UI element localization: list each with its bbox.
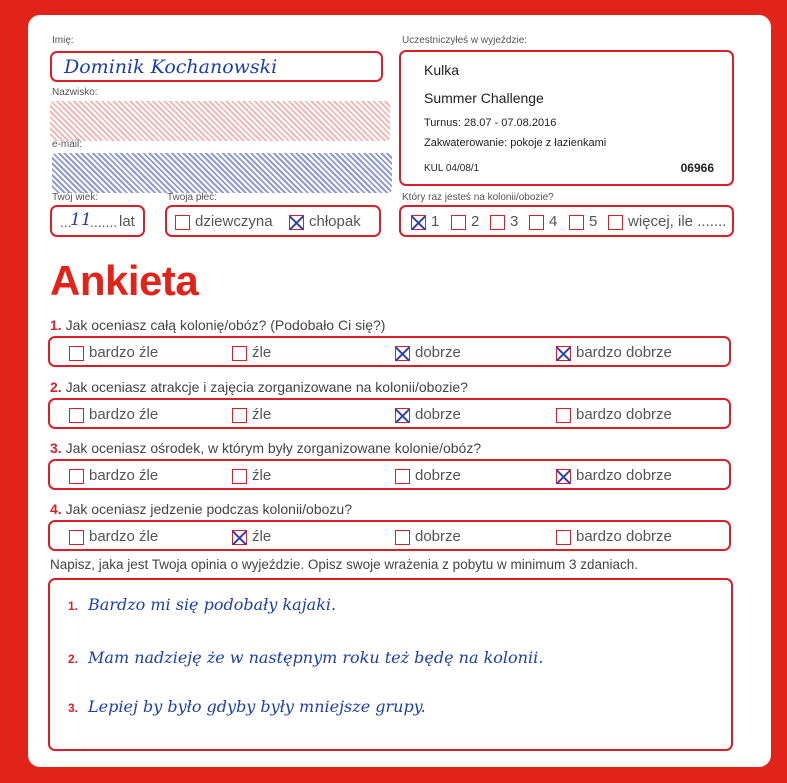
name-field[interactable] <box>50 51 383 82</box>
rating-option[interactable] <box>232 528 271 545</box>
gender-field <box>165 205 381 237</box>
checkbox-checked[interactable] <box>556 469 571 484</box>
rating-option-label: bardzo dobrze <box>576 406 672 423</box>
rating-option-label: bardzo dobrze <box>576 528 672 545</box>
rating-option-label: dobrze <box>415 406 461 423</box>
rating-option[interactable] <box>69 406 158 423</box>
checkbox[interactable] <box>232 469 247 484</box>
camp-number: 06966 <box>680 161 714 175</box>
email-redacted <box>52 153 392 193</box>
answer-line-2: 2. Mam nadzieję że w następnym roku też będę na kolonii. <box>68 648 544 667</box>
rating-option-label: źle <box>252 406 272 423</box>
rating-option-label: dobrze <box>415 528 461 545</box>
age-field[interactable]: ... 11 ....... lat <box>50 205 145 237</box>
camp-info-box <box>399 50 734 186</box>
rating-option-label: źle <box>252 344 272 361</box>
gender-option-boy[interactable]: chłopak <box>289 213 361 230</box>
checkbox[interactable] <box>395 469 410 484</box>
question-number: 1. <box>50 317 62 333</box>
question-2-options <box>48 398 731 429</box>
opinion-prompt: Napisz, jaka jest Twoja opinia o wyjeździe. Opisz swoje wrażenia z pobytu w minimum 3 zdaniach. <box>50 557 639 572</box>
turnus-line <box>424 117 556 129</box>
times-option-4[interactable]: 4 <box>529 213 557 230</box>
age-value: 11 <box>70 210 92 230</box>
accommodation-label: Zakwaterowanie: <box>424 137 508 149</box>
rating-option-label: bardzo dobrze <box>576 467 672 484</box>
rating-option[interactable] <box>232 467 271 484</box>
answer-line-3: 3. Lepiej by było gdyby były mniejsze grupy. <box>68 697 426 716</box>
times-option-more[interactable]: więcej, ile ....... <box>608 213 726 230</box>
turnus-value: 28.07 - 07.08.2016 <box>463 117 557 129</box>
age-unit: lat <box>119 213 135 230</box>
gender-option-girl[interactable]: dziewczyna <box>175 213 273 230</box>
question-4-options <box>48 520 731 551</box>
checkbox[interactable] <box>556 408 571 423</box>
survey-title: Ankieta <box>50 257 199 304</box>
question-3-options <box>48 459 731 490</box>
surname-label: Nazwisko: <box>52 87 98 98</box>
times-option-1[interactable]: 1 <box>411 213 439 230</box>
name-value: Dominik Kochanowski <box>64 56 278 78</box>
question-text: Jak oceniasz ośrodek, w którym były zorganizowane kolonie/obóz? <box>65 440 482 456</box>
rating-option-label: bardzo źle <box>89 406 159 423</box>
checkbox[interactable] <box>490 215 505 230</box>
checkbox[interactable] <box>395 530 410 545</box>
answer-line-1: 1. Bardzo mi się podobały kajaki. <box>68 595 337 614</box>
rating-option[interactable] <box>395 467 461 484</box>
rating-option[interactable] <box>395 528 461 545</box>
checkbox-checked[interactable] <box>556 346 571 361</box>
checkbox[interactable] <box>451 215 466 230</box>
checkbox[interactable] <box>529 215 544 230</box>
rating-option[interactable] <box>556 406 672 423</box>
checkbox[interactable] <box>69 346 84 361</box>
checkbox-checked[interactable] <box>232 530 247 545</box>
rating-option[interactable] <box>395 406 461 423</box>
rating-option[interactable] <box>556 344 672 361</box>
rating-option-label: źle <box>252 528 272 545</box>
checkbox[interactable] <box>69 530 84 545</box>
rating-option-label: bardzo źle <box>89 344 159 361</box>
checkbox[interactable] <box>175 215 190 230</box>
question-text: Jak oceniasz atrakcje i zajęcia zorganizowane na kolonii/obozie? <box>65 379 468 395</box>
rating-option-label: bardzo źle <box>89 528 159 545</box>
checkbox[interactable] <box>232 408 247 423</box>
rating-option[interactable] <box>556 467 672 484</box>
accommodation-line <box>424 137 606 149</box>
question-number: 3. <box>50 440 62 456</box>
rating-option[interactable] <box>232 344 271 361</box>
question-number: 4. <box>50 501 62 517</box>
checkbox[interactable] <box>69 469 84 484</box>
checkbox-checked[interactable] <box>395 408 410 423</box>
checkbox-checked[interactable] <box>411 215 426 230</box>
checkbox[interactable] <box>569 215 584 230</box>
turnus-label: Turnus: <box>424 117 461 129</box>
camp-name: Kulka <box>424 62 460 78</box>
rating-option[interactable] <box>556 528 672 545</box>
times-field <box>399 205 734 237</box>
times-label: Który raz jesteś na kolonii/obozie? <box>402 192 554 203</box>
checkbox[interactable] <box>556 530 571 545</box>
checkbox[interactable] <box>69 408 84 423</box>
question-2-label <box>50 379 468 395</box>
checkbox[interactable] <box>232 346 247 361</box>
question-4-label <box>50 501 352 517</box>
opinion-textarea[interactable] <box>48 578 733 751</box>
rating-option-label: źle <box>252 467 272 484</box>
rating-option-label: bardzo dobrze <box>576 344 672 361</box>
question-number: 2. <box>50 379 62 395</box>
question-text: Jak oceniasz całą kolonię/obóz? (Podobało Ci się?) <box>65 317 386 333</box>
gender-label: Twoja płeć: <box>167 192 218 203</box>
rating-option-label: dobrze <box>415 467 461 484</box>
question-3-label <box>50 440 481 456</box>
camp-code: KUL 04/08/1 <box>424 163 480 174</box>
rating-option[interactable] <box>69 528 158 545</box>
question-text: Jak oceniasz jedzenie podczas kolonii/obozu? <box>65 501 352 517</box>
rating-option[interactable] <box>232 406 271 423</box>
rating-option[interactable] <box>69 467 158 484</box>
question-1-options <box>48 336 731 367</box>
rating-option-label: dobrze <box>415 344 461 361</box>
times-option-5[interactable]: 5 <box>569 213 597 230</box>
rating-option-label: bardzo źle <box>89 467 159 484</box>
checkbox[interactable] <box>608 215 623 230</box>
email-label: e-mail: <box>52 139 83 150</box>
participant-label: Uczestniczyłeś w wyjeździe: <box>402 35 528 46</box>
rating-option[interactable] <box>395 344 461 361</box>
question-1-label <box>50 317 385 333</box>
accommodation-value: pokoje z łazienkami <box>510 137 607 149</box>
checkbox-checked[interactable] <box>289 215 304 230</box>
name-label: Imię: <box>52 35 74 46</box>
survey-sheet <box>28 15 771 767</box>
surname-redacted <box>50 101 390 141</box>
times-option-3[interactable]: 3 <box>490 213 518 230</box>
checkbox-checked[interactable] <box>395 346 410 361</box>
camp-program: Summer Challenge <box>424 90 544 106</box>
times-option-2[interactable]: 2 <box>451 213 479 230</box>
rating-option[interactable] <box>69 344 158 361</box>
age-label: Twój wiek: <box>52 192 99 203</box>
